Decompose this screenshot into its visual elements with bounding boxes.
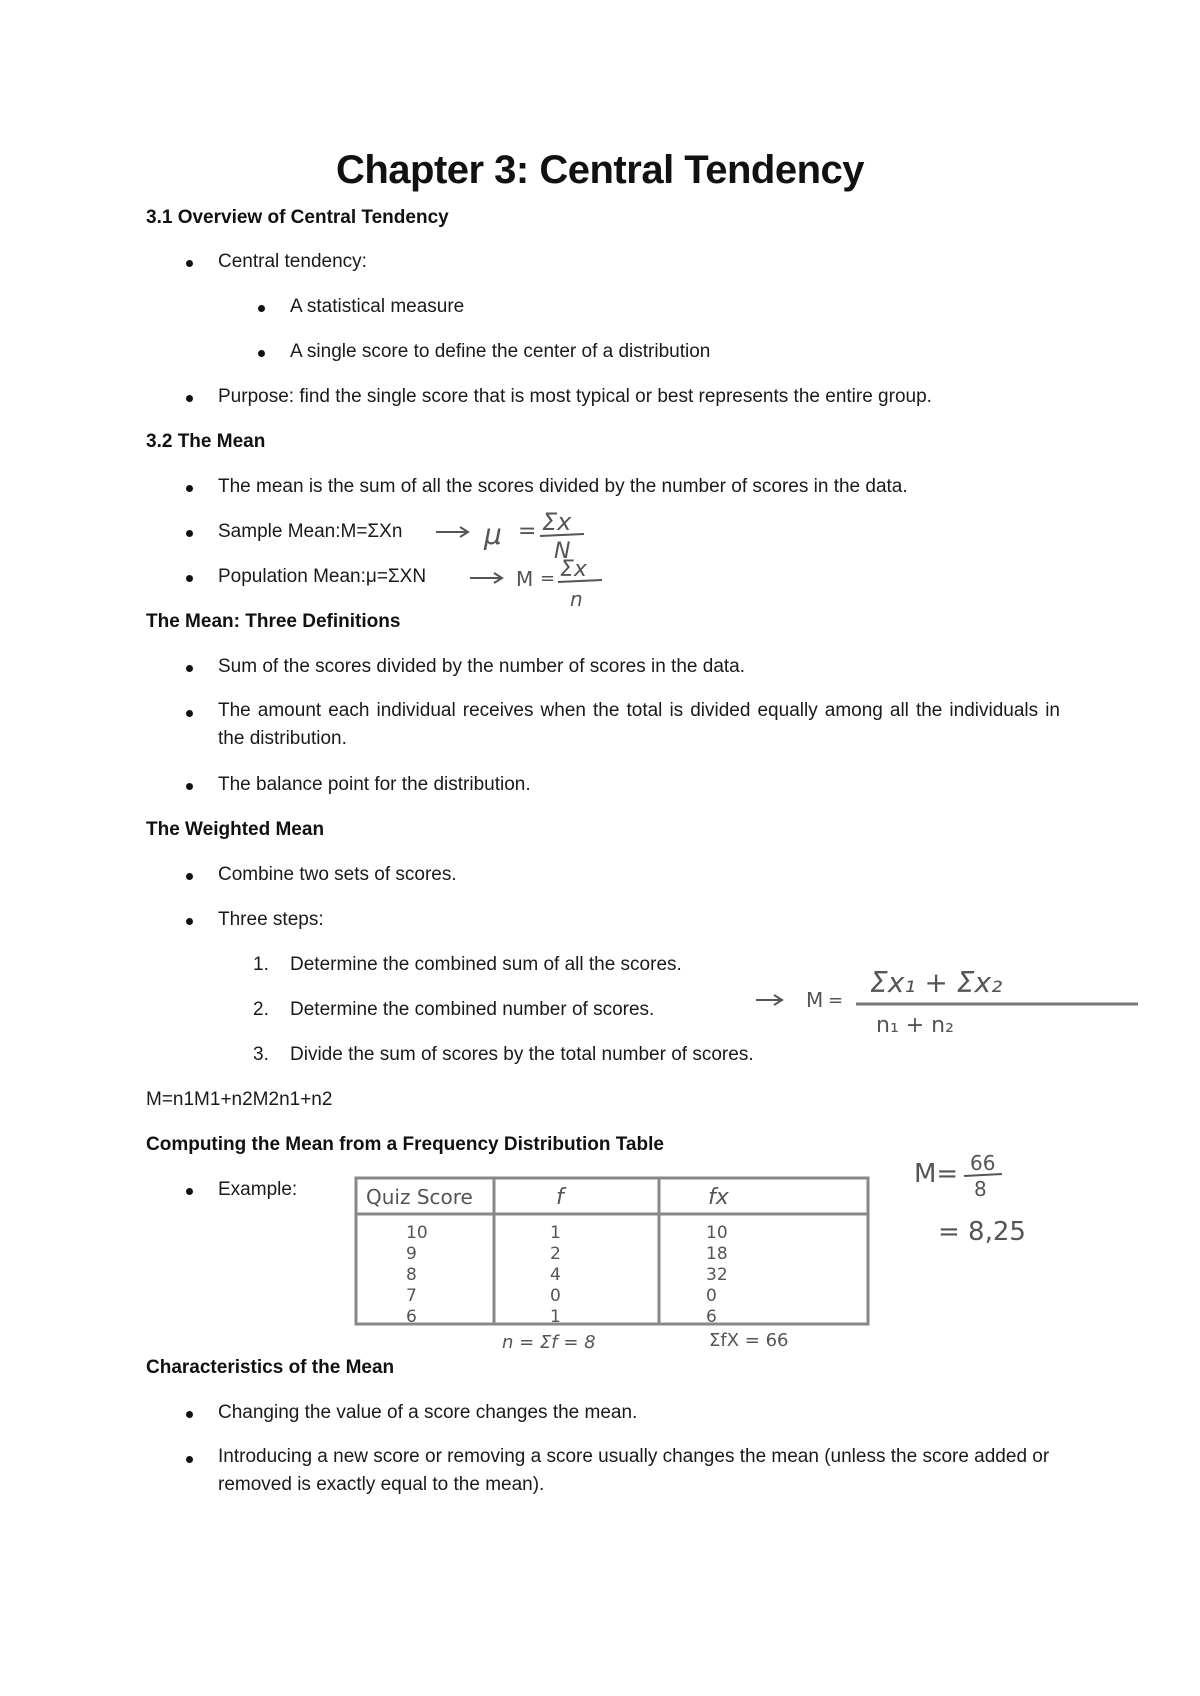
page-title: Chapter 3: Central Tendency [335, 148, 865, 192]
hw-sample-num: Σx [542, 508, 572, 536]
bullet-icon [186, 783, 193, 790]
list-item: Combine two sets of scores. [218, 864, 457, 885]
list-item: Sum of the scores divided by the number of scores in the data. [218, 656, 746, 677]
population-mean-formula: Population Mean:μ=ΣXN [218, 566, 427, 587]
bullet-icon [186, 1411, 193, 1418]
table-cell: 9 [406, 1244, 417, 1264]
bullet-icon [186, 710, 193, 717]
hw-sample-lhs: μ [484, 518, 502, 551]
list-item: Three steps: [218, 909, 324, 930]
bullet-icon [186, 1188, 193, 1195]
table-cell: 6 [706, 1307, 717, 1327]
hw-weighted-eq: = [828, 990, 844, 1011]
bullet-icon [186, 665, 193, 672]
table-cell: 0 [706, 1286, 717, 1306]
bullet-icon [186, 918, 193, 925]
section-heading-definitions: The Mean: Three Definitions [146, 611, 401, 632]
section-heading-overview: 3.1 Overview of Central Tendency [146, 207, 449, 228]
sample-mean-formula: Sample Mean:M=ΣXn [218, 521, 403, 542]
table-cell: 32 [706, 1265, 728, 1285]
bullet-icon [258, 305, 265, 312]
handwritten-frequency-table [354, 1176, 874, 1361]
table-header: Quiz Score [366, 1185, 473, 1209]
list-item: A statistical measure [290, 296, 465, 317]
bullet-icon [186, 575, 193, 582]
table-cell: 0 [550, 1286, 561, 1306]
table-cell: 4 [550, 1265, 561, 1285]
bullet-icon [186, 395, 193, 402]
bullet-icon [186, 485, 193, 492]
hw-pop-eq: = [540, 568, 556, 589]
table-cell: 10 [706, 1223, 728, 1243]
hw-weighted-den: n₁ + n₂ [876, 1013, 954, 1038]
step-number: 2. [253, 999, 269, 1020]
table-total-n: n = Σf = 8 [502, 1332, 596, 1353]
list-item: Central tendency: [218, 251, 367, 272]
bullet-icon [186, 1456, 193, 1463]
table-total-fx: ΣfX = 66 [709, 1330, 789, 1351]
table-header: fx [708, 1185, 729, 1210]
bullet-icon [186, 260, 193, 267]
handwritten-population-mean [466, 554, 626, 619]
step-item: Divide the sum of scores by the total number of scores. [290, 1044, 754, 1065]
weighted-mean-formula: M=n1M1+n2M2n1+n2 [146, 1089, 333, 1110]
bullet-icon [186, 530, 193, 537]
section-heading-weighted: The Weighted Mean [146, 819, 325, 840]
list-item: The amount each individual receives when the total is divided equally among all the individuals in the distribution. [218, 700, 1060, 749]
table-cell: 2 [550, 1244, 561, 1264]
step-item: Determine the combined sum of all the scores. [290, 954, 682, 975]
table-header: f [556, 1185, 564, 1210]
list-item: Example: [218, 1179, 298, 1200]
handwritten-mean-result [912, 1152, 1062, 1257]
list-item: Changing the value of a score changes the mean. [218, 1402, 638, 1423]
list-item: Introducing a new score or removing a score usually changes the mean (unless the score added or removed is exactly equal to the mean). [218, 1446, 1050, 1495]
step-number: 1. [253, 954, 269, 975]
hw-weighted-num: Σx₁ + Σx₂ [870, 966, 1003, 999]
hw-pop-lhs: M [516, 567, 534, 591]
hw-sample-eq: = [518, 519, 537, 544]
section-heading-frequency: Computing the Mean from a Frequency Distribution Table [146, 1134, 664, 1155]
section-heading-mean: 3.2 The Mean [146, 431, 266, 452]
table-cell: 1 [550, 1307, 561, 1327]
hw-result-lhs: M= [914, 1159, 959, 1189]
step-item: Determine the combined number of scores. [290, 999, 655, 1020]
hw-pop-num: Σx [560, 557, 587, 582]
table-cell: 6 [406, 1307, 417, 1327]
bullet-icon [186, 873, 193, 880]
table-cell: 8 [406, 1265, 417, 1285]
hw-weighted-lhs: M [806, 988, 824, 1012]
list-item: A single score to define the center of a distribution [290, 341, 711, 362]
table-cell: 10 [406, 1223, 428, 1243]
list-item: The mean is the sum of all the scores divided by the number of scores in the data. [218, 476, 908, 497]
handwritten-weighted-mean [752, 964, 1152, 1049]
table-cell: 7 [406, 1286, 417, 1306]
hw-result-value: = 8,25 [938, 1217, 1026, 1247]
step-number: 3. [253, 1044, 269, 1065]
table-cell: 18 [706, 1244, 728, 1264]
hw-result-den: 8 [974, 1177, 987, 1201]
list-item: Purpose: find the single score that is most typical or best represents the entire group. [218, 386, 932, 407]
bullet-icon [258, 350, 265, 357]
hw-result-num: 66 [970, 1151, 996, 1175]
section-heading-characteristics: Characteristics of the Mean [146, 1357, 395, 1378]
list-item: The balance point for the distribution. [218, 774, 531, 795]
hw-pop-den: n [570, 587, 583, 611]
hw-sample-den: N [554, 539, 571, 564]
table-cell: 1 [550, 1223, 561, 1243]
